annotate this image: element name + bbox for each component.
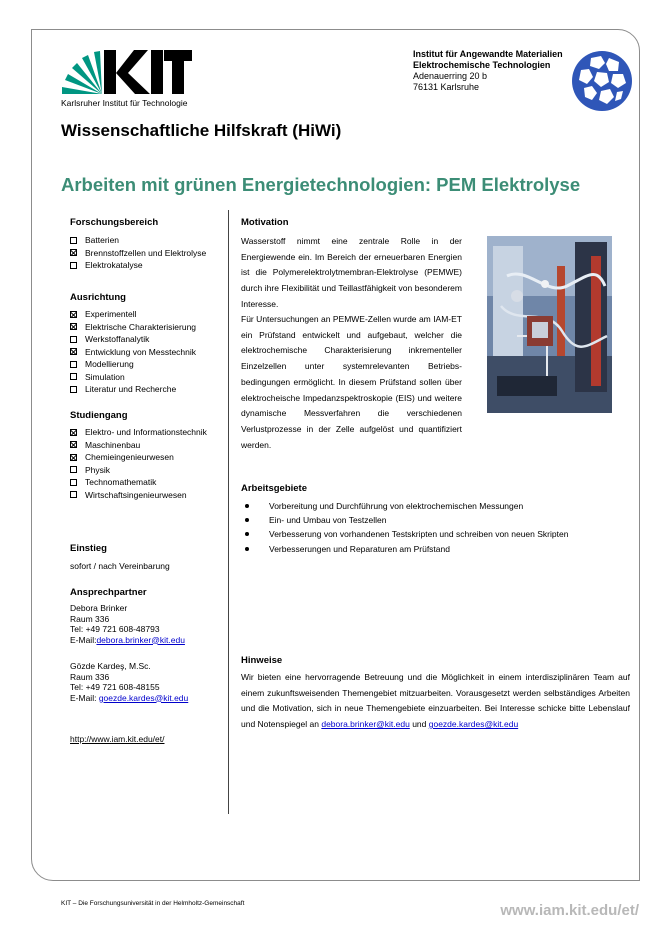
checkbox-item [70, 489, 207, 502]
contact-name: Debora Brinker [70, 603, 128, 613]
checkbox-label: Elektro- und Informationstechnik [85, 427, 207, 438]
task-item [245, 527, 568, 541]
checkbox-label: Entwicklung von Messtechnik [85, 346, 197, 357]
checkbox-item [70, 321, 196, 334]
checkbox-item [70, 451, 207, 464]
logo-subtitle: Karlsruher Institut für Technologie [61, 98, 188, 108]
email-label: E-Mail: [70, 692, 99, 703]
checked-checkbox-icon [70, 454, 77, 461]
checkbox-label: Simulation [85, 371, 125, 382]
checked-checkbox-icon [70, 348, 77, 355]
checkbox-item [70, 426, 207, 439]
motivation-paragraph-2: Für Untersuchungen an PEMWE-Zellen wurde am IAM-ET ein Prüfstand entwickelt und aufgebaut, welcher die elektrochemische Charakterisierung inkrementeller Einzelzellen unter systemrelevanten Betriebs-bedingungen ermöglicht. In diesem Prüfstand sollen über elektrocheische Impedanzspektroskopie (EIS) und weitere dynamische Messverfahren die verschiedenen Verlustprozesse in der Zelle aufgelöst und quantifiziert werden. [241, 314, 462, 450]
checked-checkbox-icon [70, 249, 77, 256]
research-heading: Forschungsbereich [70, 217, 159, 228]
contact-room: Raum 336 [70, 613, 110, 624]
focus-list [70, 308, 196, 396]
focus-heading: Ausrichtung [70, 292, 126, 303]
institute-department: Elektrochemische Technologien [413, 60, 551, 70]
checkbox-item [70, 358, 196, 371]
checkbox-item [70, 476, 207, 489]
checkbox-label: Maschinenbau [85, 439, 141, 450]
checkbox-label: Elektrische Charakterisierung [85, 321, 197, 332]
motivation-heading: Motivation [241, 217, 289, 228]
contact-phone: Tel: +49 721 608-48155 [70, 682, 160, 692]
checkbox-item [70, 371, 196, 384]
task-text: Vorbereitung und Durchführung von elektrochemischen Messungen [269, 501, 524, 512]
address-city: 76131 Karlsruhe [413, 82, 480, 92]
contact-name: Gözde Kardeş, M.Sc. [70, 661, 151, 671]
institute-seal-icon [571, 50, 633, 112]
checked-checkbox-icon [70, 311, 77, 318]
empty-checkbox-icon [70, 237, 77, 244]
checkbox-item [70, 383, 196, 396]
study-heading: Studiengang [70, 410, 128, 421]
address-street: Adenauerring 20 b [413, 71, 488, 81]
checked-checkbox-icon [70, 429, 77, 436]
footer-url: www.iam.kit.edu/et/ [500, 902, 639, 919]
checkbox-label: Wirtschaftsingenieurwesen [85, 489, 187, 500]
checkbox-label: Werkstoffanalytik [85, 334, 150, 345]
checkbox-label: Elektrokatalyse [85, 260, 143, 271]
notes-email-link-1[interactable]: debora.brinker@kit.edu [321, 719, 410, 730]
empty-checkbox-icon [70, 491, 77, 498]
checkbox-item [70, 346, 196, 359]
checkbox-label: Chemieingenieurwesen [85, 452, 174, 463]
empty-checkbox-icon [70, 262, 77, 269]
test-bench-photo [487, 236, 612, 413]
empty-checkbox-icon [70, 386, 77, 393]
checkbox-item [70, 333, 196, 346]
contact-1 [70, 603, 185, 645]
bullet-icon [245, 532, 249, 536]
motivation-paragraph-1: Wasserstoff nimmt eine zentrale Rolle in der Energiewende ein. Im Bereich der erneuerbaren Energien ist die Polymerelektrolytmembran-Elektrolyse (PEMWE) durch ihre Flexibilität und Teillastfähigkeit von besonderem Interesse. [241, 236, 462, 309]
contact-email-row [70, 693, 188, 704]
empty-checkbox-icon [70, 479, 77, 486]
contact-email-link[interactable]: goezde.kardes@kit.edu [98, 692, 189, 703]
contact-heading: Ansprechpartner [70, 587, 147, 598]
checkbox-label: Modellierung [85, 359, 134, 370]
checked-checkbox-icon [70, 323, 77, 330]
task-text: Verbesserungen und Reparaturen am Prüfstand [269, 543, 450, 554]
checkbox-item [70, 234, 206, 247]
task-item [245, 542, 568, 556]
checkbox-label: Literatur und Recherche [85, 384, 177, 395]
contact-email-link[interactable]: debora.brinker@kit.edu [96, 634, 185, 645]
contact-email-row [70, 635, 185, 646]
empty-checkbox-icon [70, 466, 77, 473]
checkbox-label: Brennstoffzellen und Elektrolyse [85, 247, 207, 258]
checkbox-label: Physik [85, 464, 111, 475]
column-divider [228, 210, 229, 814]
checkbox-label: Batterien [85, 235, 120, 246]
position-title: Wissenschaftliche Hilfskraft (HiWi) [61, 121, 342, 140]
study-list [70, 426, 207, 501]
checked-checkbox-icon [70, 441, 77, 448]
notes-text: Wir bieten eine hervorragende Betreuung und die Möglichkeit in einem interdisziplinären Team auf einem zukunftsweisenden Themengebiet mitzuarbeiten. Vorausgesetzt werden selbständiges Arbeiten und die Motivation, sich in neue Themengebiete einzuarbeiten. Bei Interesse schicke bitte Lebenslauf und Notenspiegel an [241, 672, 630, 730]
start-text: sofort / nach Vereinbarung [70, 561, 170, 571]
task-item [245, 499, 568, 513]
tasks-list [245, 499, 568, 556]
task-text: Ein- und Umbau von Testzellen [269, 515, 387, 526]
contact-2 [70, 661, 188, 703]
tasks-heading: Arbeitsgebiete [241, 483, 307, 494]
checkbox-label: Experimentell [85, 309, 137, 320]
notes-and: und [409, 719, 429, 730]
bullet-icon [245, 518, 249, 522]
notes-paragraph [241, 670, 630, 733]
task-text: Verbesserung von vorhandenen Testskripten und schreiben von neuen Skripten [269, 529, 569, 540]
website-link[interactable]: http://www.iam.kit.edu/et/ [70, 734, 165, 744]
contact-phone: Tel: +49 721 608-48793 [70, 624, 160, 634]
checkbox-item [70, 439, 207, 452]
empty-checkbox-icon [70, 336, 77, 343]
start-heading: Einstieg [70, 543, 107, 554]
bullet-icon [245, 547, 249, 551]
checkbox-item [70, 464, 207, 477]
institute-name: Institut für Angewandte Materialien [413, 49, 563, 59]
empty-checkbox-icon [70, 373, 77, 380]
email-label: E-Mail: [70, 634, 97, 645]
empty-checkbox-icon [70, 361, 77, 368]
checkbox-label: Technomathematik [85, 477, 157, 488]
notes-heading: Hinweise [241, 655, 283, 666]
contact-room: Raum 336 [70, 671, 110, 682]
checkbox-item [70, 247, 206, 260]
bullet-icon [245, 504, 249, 508]
notes-email-link-2[interactable]: goezde.kardes@kit.edu [428, 719, 519, 730]
checkbox-item [70, 308, 196, 321]
footer-tagline: KIT – Die Forschungsuniversität in der Helmholtz-Gemeinschaft [61, 900, 245, 907]
research-list [70, 234, 206, 272]
institute-address [413, 49, 563, 93]
topic-title: Arbeiten mit grünen Energietechnologien: PEM Elektrolyse [61, 174, 581, 195]
checkbox-item [70, 259, 206, 272]
task-item [245, 513, 568, 527]
